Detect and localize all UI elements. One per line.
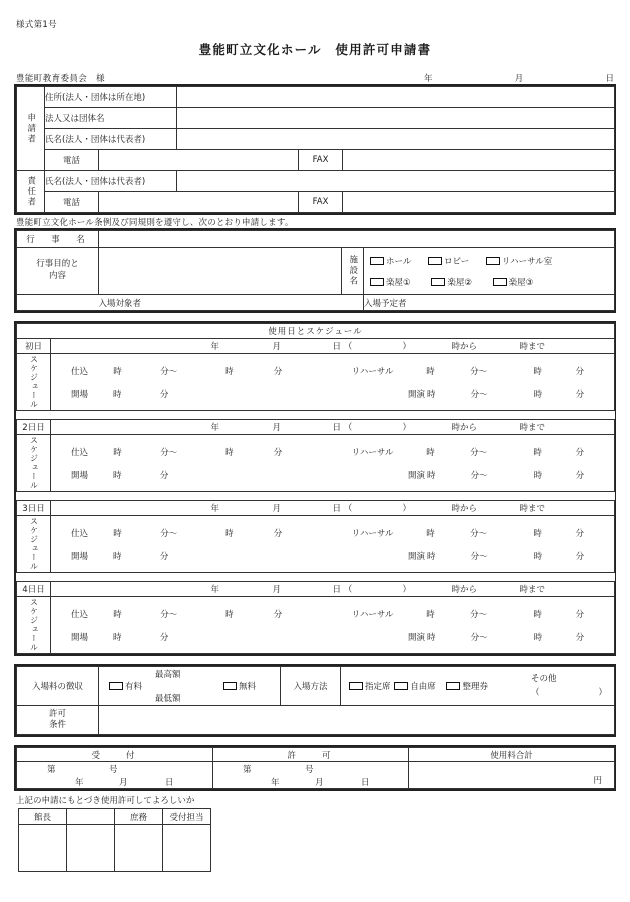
responsible-vertical-label: 責任者 bbox=[17, 171, 45, 213]
applicant-org-input[interactable] bbox=[177, 108, 615, 129]
admission-checkbox-reserved[interactable]: 指定席 bbox=[349, 680, 391, 692]
facility-checkbox-lobby[interactable]: ロビー bbox=[428, 255, 469, 267]
reception-number-row[interactable]: 第 号 bbox=[17, 762, 213, 776]
facility-checkbox-group bbox=[364, 248, 615, 295]
fee-checkbox-free[interactable]: 無料 bbox=[223, 680, 256, 692]
schedule-vertical-label-0: スケジュール bbox=[17, 354, 51, 411]
responsible-name-label: 氏名(法人・団体は代表者) bbox=[45, 171, 177, 192]
form-number: 様式第1号 bbox=[16, 20, 57, 30]
responsible-fax-input[interactable] bbox=[343, 192, 615, 213]
schedule-times-2[interactable] bbox=[51, 516, 615, 573]
event-section bbox=[14, 228, 616, 313]
approval-sign-cell[interactable] bbox=[67, 825, 115, 872]
expected-attendance-label: 入場予定者 bbox=[364, 295, 615, 311]
schedule-vertical-label-1: スケジュール bbox=[17, 435, 51, 492]
schedule-times-3[interactable] bbox=[51, 597, 615, 654]
permit-condition-label: 許可 条件 bbox=[17, 706, 99, 735]
table-row bbox=[17, 582, 615, 597]
applicant-tel-input[interactable] bbox=[99, 150, 299, 171]
schedule-open-line[interactable]: 開場 時 分 開演 時 分～ 時 分 bbox=[71, 632, 585, 643]
table-row bbox=[17, 706, 615, 735]
table-row bbox=[17, 324, 615, 339]
header-year-label: 年 bbox=[424, 74, 433, 84]
schedule-date-row-3[interactable]: 年 月 日 （ ） 時から 時まで bbox=[51, 582, 615, 597]
approval-sign-cell[interactable] bbox=[19, 825, 67, 872]
event-name-label: 行 事 名 bbox=[17, 231, 99, 248]
header-month-label: 月 bbox=[514, 74, 524, 84]
table-row bbox=[17, 231, 615, 248]
checkbox-icon[interactable] bbox=[370, 278, 384, 286]
reception-date-row[interactable]: 年 月 日 bbox=[17, 775, 213, 789]
table-row bbox=[17, 129, 615, 150]
schedule-date-row-2[interactable]: 年 月 日 （ ） 時から 時まで bbox=[51, 501, 615, 516]
applicant-name-input[interactable] bbox=[177, 129, 615, 150]
facility-checkbox-dressing2[interactable]: 楽屋② bbox=[431, 276, 472, 288]
max-amount-label: 最高額 bbox=[155, 670, 181, 680]
admission-method-label: 入場方法 bbox=[281, 667, 341, 706]
header-date-fields bbox=[424, 72, 614, 84]
min-amount-label: 最低額 bbox=[155, 694, 181, 704]
responsible-name-input[interactable] bbox=[177, 171, 615, 192]
fee-section bbox=[14, 664, 616, 737]
checkbox-icon[interactable] bbox=[370, 257, 384, 265]
page-title: 豊能町立文化ホール 使用許可申請書 bbox=[198, 42, 432, 57]
checkbox-icon[interactable] bbox=[446, 682, 460, 690]
responsible-tel-label: 電話 bbox=[45, 192, 99, 213]
permission-header: 許 可 bbox=[213, 748, 409, 762]
admission-checkbox-row bbox=[349, 680, 488, 692]
schedule-times-0[interactable] bbox=[51, 354, 615, 411]
checkbox-icon[interactable] bbox=[431, 278, 445, 286]
schedule-open-line[interactable]: 開場 時 分 開演 時 分～ 時 分 bbox=[71, 389, 585, 400]
responsible-fax-label: FAX bbox=[299, 192, 343, 213]
permission-number-row[interactable]: 第 号 bbox=[213, 762, 409, 776]
addressee-label: 豊能町教育委員会 様 bbox=[16, 74, 106, 84]
facility-checkbox-dressing3[interactable]: 楽屋③ bbox=[493, 276, 534, 288]
schedule-setup-line[interactable]: 仕込 時 分～ 時 分 リハーサル 時 分～ 時 分 bbox=[71, 609, 585, 620]
approval-note: 上記の申請にもとづき使用許可してよろしいか bbox=[16, 796, 195, 806]
approval-column-header-2: 庶務 bbox=[115, 809, 163, 825]
schedule-setup-line[interactable]: 仕込 時 分～ 時 分 リハーサル 時 分～ 時 分 bbox=[71, 528, 585, 539]
audience-target-label: 入場対象者 bbox=[99, 295, 364, 311]
schedule-gap bbox=[17, 411, 615, 420]
facility-vertical-label: 施設名 bbox=[342, 248, 364, 295]
checkbox-icon[interactable] bbox=[223, 682, 237, 690]
fee-collection-label: 入場料の徴収 bbox=[17, 667, 99, 706]
approval-table bbox=[18, 808, 211, 872]
schedule-day-label-3: 4日日 bbox=[17, 582, 51, 597]
facility-checkbox-rehearsal[interactable]: リハーサル室 bbox=[486, 255, 552, 267]
event-name-input[interactable] bbox=[99, 231, 615, 248]
checkbox-icon[interactable] bbox=[109, 682, 123, 690]
facility-checkbox-hall[interactable]: ホール bbox=[370, 255, 411, 267]
schedule-section-title: 使用日とスケジュール bbox=[17, 324, 615, 339]
table-row bbox=[17, 248, 615, 295]
facility-checkbox-dressing1[interactable]: 楽屋① bbox=[370, 276, 411, 288]
table-row bbox=[17, 435, 615, 492]
applicant-fax-label: FAX bbox=[299, 150, 343, 171]
schedule-times-1[interactable] bbox=[51, 435, 615, 492]
table-row bbox=[17, 420, 615, 435]
table-row bbox=[17, 150, 615, 171]
receipt-section bbox=[14, 745, 616, 791]
schedule-setup-line[interactable]: 仕込 時 分～ 時 分 リハーサル 時 分～ 時 分 bbox=[71, 447, 585, 458]
table-row bbox=[17, 295, 615, 311]
permit-condition-input[interactable] bbox=[99, 706, 615, 735]
schedule-open-line[interactable]: 開場 時 分 開演 時 分～ 時 分 bbox=[71, 470, 585, 481]
total-fee-header: 使用料合計 bbox=[409, 748, 615, 762]
table-row bbox=[17, 411, 615, 420]
applicant-org-label: 法人又は団体名 bbox=[45, 108, 177, 129]
approval-column-header-3: 受付担当 bbox=[163, 809, 211, 825]
table-row bbox=[17, 171, 615, 192]
applicant-vertical-label: 申請者 bbox=[17, 87, 45, 171]
schedule-setup-line[interactable]: 仕込 時 分～ 時 分 リハーサル 時 分～ 時 分 bbox=[71, 366, 585, 377]
other-method-label: その他 bbox=[531, 674, 557, 684]
table-row bbox=[17, 108, 615, 129]
total-fee-input[interactable]: 円 bbox=[409, 762, 615, 789]
table-row bbox=[17, 492, 615, 501]
table-row bbox=[17, 354, 615, 411]
schedule-date-row-1[interactable]: 年 月 日 （ ） 時から 時まで bbox=[51, 420, 615, 435]
applicant-address-label: 住所(法人・団体は所在地) bbox=[45, 87, 177, 108]
table-row bbox=[17, 667, 615, 706]
approval-sign-cell[interactable] bbox=[163, 825, 211, 872]
table-row bbox=[17, 339, 615, 354]
checkbox-icon[interactable] bbox=[493, 278, 507, 286]
event-purpose-label: 行事目的と 内容 bbox=[17, 248, 99, 295]
applicant-tel-label: 電話 bbox=[45, 150, 99, 171]
table-row bbox=[17, 501, 615, 516]
approval-column-header-1 bbox=[67, 809, 115, 825]
schedule-section bbox=[14, 321, 616, 656]
applicant-name-label: 氏名(法人・団体は代表者) bbox=[45, 129, 177, 150]
approval-column-header-0: 館長 bbox=[19, 809, 67, 825]
declaration-text: 豊能町立文化ホール条例及び同規則を遵守し、次のとおり申請します。 bbox=[16, 218, 294, 228]
approval-sign-cell[interactable] bbox=[115, 825, 163, 872]
reception-header: 受 付 bbox=[17, 748, 213, 762]
admission-checkbox-numbered-ticket[interactable]: 整理券 bbox=[446, 680, 488, 692]
schedule-day-label-0: 初日 bbox=[17, 339, 51, 354]
table-row bbox=[19, 809, 211, 825]
header-day-label: 日 bbox=[605, 74, 614, 84]
admission-method-cell bbox=[341, 667, 615, 706]
table-row bbox=[17, 762, 615, 776]
schedule-gap bbox=[17, 573, 615, 582]
checkbox-icon[interactable] bbox=[394, 682, 408, 690]
checkbox-icon[interactable] bbox=[486, 257, 500, 265]
event-spacer bbox=[17, 295, 99, 311]
table-row bbox=[17, 192, 615, 213]
schedule-day-label-2: 3日日 bbox=[17, 501, 51, 516]
table-row bbox=[17, 748, 615, 762]
applicant-section bbox=[14, 84, 616, 215]
table-row bbox=[17, 573, 615, 582]
other-method-input[interactable]: （ ） bbox=[531, 688, 608, 698]
applicant-fax-input[interactable] bbox=[343, 150, 615, 171]
schedule-open-line[interactable]: 開場 時 分 開演 時 分～ 時 分 bbox=[71, 551, 585, 562]
checkbox-icon[interactable] bbox=[349, 682, 363, 690]
schedule-gap bbox=[17, 492, 615, 501]
schedule-date-row-0[interactable]: 年 月 日 （ ） 時から 時まで bbox=[51, 339, 615, 354]
admission-checkbox-free-seating[interactable]: 自由席 bbox=[394, 680, 436, 692]
table-row bbox=[17, 87, 615, 108]
fee-checkbox-paid[interactable]: 有料 bbox=[109, 680, 142, 692]
fee-amount-cell bbox=[99, 667, 281, 706]
schedule-vertical-label-2: スケジュール bbox=[17, 516, 51, 573]
table-row bbox=[19, 825, 211, 872]
table-row bbox=[17, 516, 615, 573]
schedule-vertical-label-3: スケジュール bbox=[17, 597, 51, 654]
responsible-tel-input[interactable] bbox=[99, 192, 299, 213]
table-row bbox=[17, 597, 615, 654]
checkbox-icon[interactable] bbox=[428, 257, 442, 265]
permission-date-row[interactable]: 年 月 日 bbox=[213, 775, 409, 789]
applicant-address-input[interactable] bbox=[177, 87, 615, 108]
event-purpose-input[interactable] bbox=[99, 248, 342, 295]
schedule-day-label-1: 2日日 bbox=[17, 420, 51, 435]
